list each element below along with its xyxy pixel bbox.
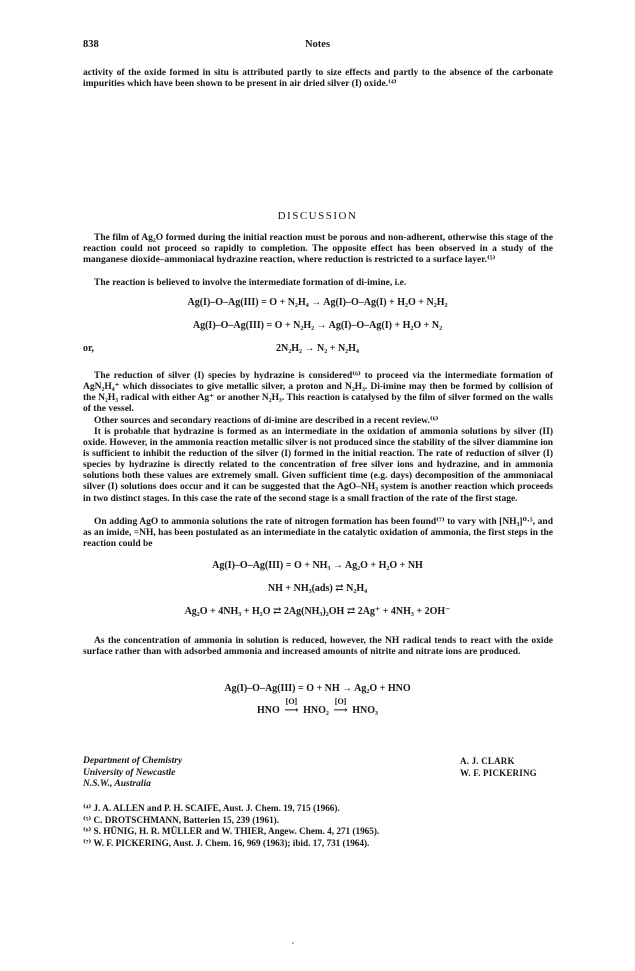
equation-8-hno: HNO [256,705,280,716]
section-heading: DISCUSSION [277,210,358,222]
author-name: A. J. CLARK [460,756,515,766]
affiliation-line: Department of Chemistry [83,756,183,766]
intro-paragraph: activity of the oxide formed in situ is attributed partly to size effects and partly to the absence of the carbonate impurities which have been shown to be present in air dried silver (I) oxide.⁽⁴⁾ [83,68,553,90]
paragraph-1: The film of Ag₂O formed during the initial reaction must be porous and non-adherent, otherwise this stage of the reaction could not proceed so rapidly to completion. The opposite effect has been observed in a study of the manganese dioxide–ammoniacal hydrazine reaction, where reduction is restricted to a surface layer.⁽⁵⁾ [83,233,553,266]
equation-or-label: or, [83,343,95,354]
equation-8-hno2: HNO₂ [303,705,329,716]
paragraph-4: Other sources and secondary reactions of di-imine are described in a recent review.⁽⁶⁾ [94,416,439,426]
page-speck [292,942,294,944]
running-title: Notes [304,39,331,50]
paragraph-3: The reduction of silver (I) species by hydrazine is considered⁽⁶⁾ to proceed via the intermediate formation of AgN₂H₄⁺ which dissociates to give metallic silver, a proton and N₂H₃. Di-imine may then be formed by collision of the N₂H₃ radical with either Ag⁺ or another N₂H₃. This reaction is catalysed by the film of silver formed on the walls of the vessel. [83,371,553,415]
equation-7: Ag(I)–O–Ag(III) = O + NH → Ag₂O + HNO [224,683,411,694]
oxidation-arrow-1: [O] ⟶ [284,697,299,716]
paragraph-6: On adding AgO to ammonia solutions the rate of nitrogen formation has been found⁽⁷⁾ to vary with [NH₃]⁰·⁵, and as an imide, =NH, has been postulated as an intermediate in the catalytic oxidation of ammonia, the first steps in the reaction could be [83,517,553,550]
equation-8 [0,697,635,716]
paragraph-2: The reaction is believed to involve the intermediate formation of di-imine, i.e. [94,278,407,288]
equation-2: Ag(I)–O–Ag(III) = O + N₂H₂ → Ag(I)–O–Ag(I) + H₂O + N₂ [192,320,443,331]
oxidation-arrow-2-label: [O] [334,697,347,706]
equation-8-hno3: HNO₃ [352,705,379,716]
paragraph-7: As the concentration of ammonia in solution is reduced, however, the NH radical tends to react with the oxide surface rather than with adsorbed ammonia and increased amounts of nitrite and nitrate ions are produced. [83,636,553,658]
equation-4: Ag(I)–O–Ag(III) = O + NH₃ → Ag₂O + H₂O + NH [212,560,423,571]
author-name: W. F. PICKERING [460,767,537,778]
reference-item: ⁽⁶⁾ S. HÜNIG, H. R. MÜLLER and W. THIER, Angew. Chem. 4, 271 (1965). [83,826,380,837]
affiliation-line: University of Newcastle [83,767,176,778]
reference-item: ⁽⁷⁾ W. F. PICKERING, Aust. J. Chem. 16, 969 (1963); ibid. 17, 731 (1964). [83,837,370,848]
affiliation-line: N.S.W., Australia [83,779,151,789]
oxidation-arrow-1-label: [O] [285,697,298,706]
equation-6: Ag₂O + 4NH₃ + H₂O ⇄ 2Ag(NH₃)₂OH ⇄ 2Ag⁺ + 4NH₃ + 2OH⁻ [184,606,451,617]
reference-item: ⁽⁴⁾ J. A. ALLEN and P. H. SCAIFE, Aust. J. Chem. 19, 715 (1966). [83,803,340,813]
equation-1: Ag(I)–O–Ag(III) = O + N₂H₄ → Ag(I)–O–Ag(I) + H₂O + N₂H₂ [187,297,448,308]
reference-item: ⁽⁵⁾ C. DROTSCHMANN, Batterien 15, 239 (1961). [83,814,280,825]
paragraph-5: It is probable that hydrazine is formed as an intermediate in the oxidation of ammonia solutions by silver (II) oxide. However, in the ammonia reaction metallic silver is not produced since the stability of the silver diammine ion is sufficient to inhibit the reduction of the silver (I) formed in the initial reaction. The rate of reduction of silver (I) species by hydrazine is directly related to the concentration of free silver ions and hydrazine, and in ammonia solutions both these values are extremely small. Given sufficient time (e.g. days) decomposition of the ammoniacal silver (I) solutions does occur and it can be suggested that the AgO–NH₃ system is another reaction which proceeds in two distinct stages. In this case the rate of the second stage is a small fraction of the rate of the first stage. [83,427,553,504]
affiliation [83,756,182,791]
equation-5: NH + NH₃(ads) ⇄ N₂H₄ [267,583,368,594]
page-number: 838 [83,39,99,50]
authors [460,756,537,779]
oxidation-arrow-2: [O] ⟶ [333,697,348,716]
equation-3: 2N₂H₂ → N₂ + N₂H₄ [276,343,359,354]
references [83,803,379,849]
